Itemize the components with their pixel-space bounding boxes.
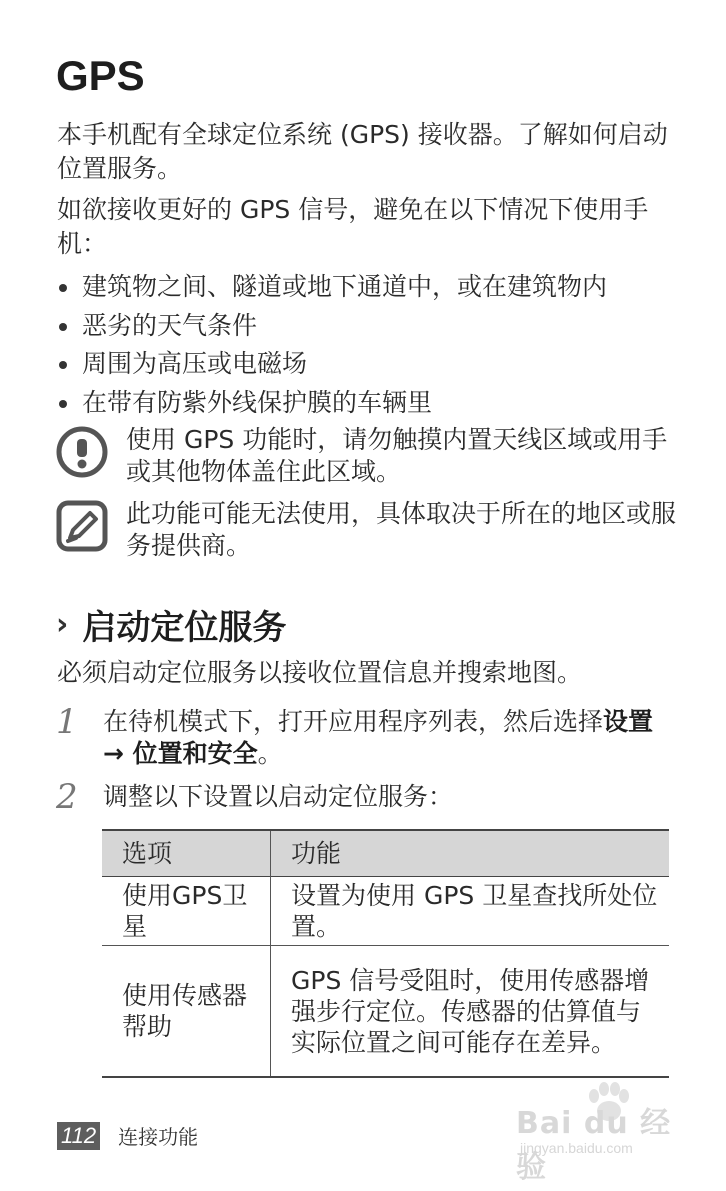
options-table [102, 829, 669, 1078]
baidu-watermark [516, 1088, 681, 1185]
step-text [103, 706, 678, 770]
watermark-url: jingyan.baidu.com [520, 1140, 633, 1156]
option-cell: 使用传感器帮助 [102, 946, 271, 1078]
step-number: 1 [56, 702, 78, 742]
note-text: 此功能可能无法使用，具体取决于所在的地区或服务提供商。 [126, 499, 677, 560]
page-footer [57, 1121, 198, 1150]
function-cell: 设置为使用 GPS 卫星查找所处位置。 [271, 877, 670, 946]
chevron-right-icon: › [56, 607, 69, 642]
list-item: 建筑物之间、隧道或地下通道中，或在建筑物内 [57, 268, 697, 307]
advice-paragraph: 如欲接收更好的 GPS 信号，避免在以下情况下使用手机： [57, 195, 649, 258]
condition-list [57, 268, 697, 422]
watermark-text: Bai du 经验 [516, 1106, 672, 1185]
page-number: 112 [57, 1122, 100, 1150]
step-number: 2 [56, 777, 78, 817]
pencil-note-icon [56, 500, 108, 552]
list-item: 周围为高压或电磁场 [57, 345, 697, 384]
warning-text: 使用 GPS 功能时，请勿触摸内置天线区域或用手或其他物体盖住此区域。 [126, 425, 668, 486]
section-heading [56, 600, 286, 649]
menu-path: 设置 → 位置和安全 [103, 707, 654, 768]
header-option: 选项 [102, 830, 271, 877]
intro-paragraph: 本手机配有全球定位系统 (GPS) 接收器。了解如何启动位置服务。 [57, 120, 668, 183]
list-item: 恶劣的天气条件 [57, 307, 697, 346]
step-text: 调整以下设置以启动定位服务： [103, 782, 454, 811]
exclamation-icon [56, 426, 108, 478]
function-cell: GPS 信号受阻时，使用传感器增强步行定位。传感器的估算值与实际位置之间可能存在差异。 [271, 946, 670, 1078]
section-intro: 必须启动定位服务以接收位置信息并搜索地图。 [57, 658, 583, 687]
page-title: GPS [56, 52, 145, 99]
option-cell: 使用GPS卫星 [102, 877, 271, 946]
step-text-suffix: 。 [257, 739, 283, 768]
step-text-prefix: 在待机模式下，打开应用程序列表，然后选择 [103, 707, 604, 736]
header-function: 功能 [291, 839, 342, 868]
table-row [102, 877, 669, 946]
table-row [102, 946, 669, 1078]
list-item: 在带有防紫外线保护膜的车辆里 [57, 384, 697, 423]
section-title-text: 启动定位服务 [82, 608, 287, 648]
chapter-label: 连接功能 [118, 1125, 199, 1149]
table-header-row [102, 830, 669, 877]
